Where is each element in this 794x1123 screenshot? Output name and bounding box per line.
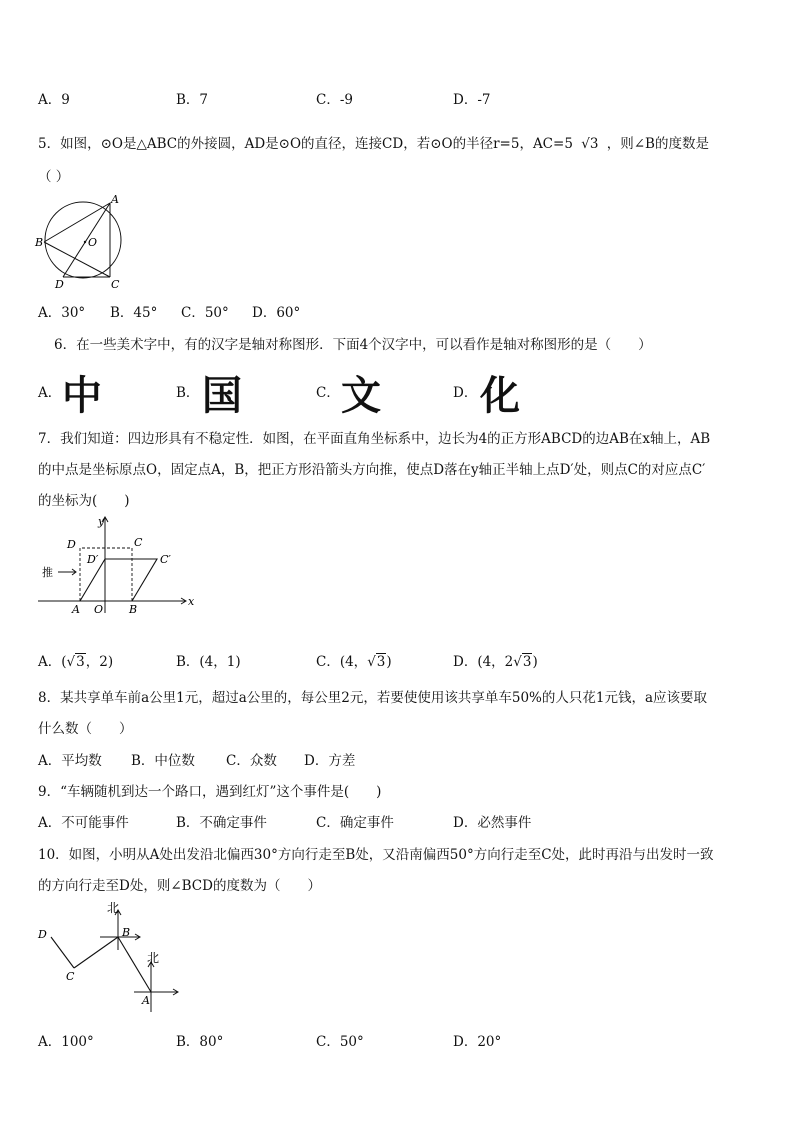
q6-option-c-char: 文	[341, 373, 381, 419]
q10-label-b: B	[122, 926, 131, 939]
q5-stem-text: 5．如图，⊙O是△ABC的外接圆，AD是⊙O的直径，连接CD，若⊙O的半径r=5，AC=5	[38, 136, 573, 152]
q7-label-x: x	[188, 595, 195, 608]
q10-option-b: B．80°	[176, 1034, 224, 1050]
q10-north-label-b: 北	[107, 901, 120, 915]
q7-option-a-prefix: A．(	[38, 654, 67, 670]
q9-option-d: D．必然事件	[453, 815, 532, 831]
q10-option-c: C．50°	[316, 1034, 364, 1050]
q5-sqrt: √3	[581, 136, 599, 152]
q5-label-a: A	[111, 193, 119, 206]
q7-option-c-suffix: )	[386, 654, 392, 670]
q5-stem-end: ，则∠B的度数是	[606, 136, 709, 152]
q5-label-d: D	[55, 278, 64, 290]
q7-option-d-suffix: )	[532, 654, 538, 670]
q10-option-d: D．20°	[453, 1034, 502, 1050]
q9-option-c: C．确定事件	[316, 815, 394, 831]
q6-option-d-label: D．	[453, 385, 478, 401]
q4-option-b: B．7	[176, 92, 209, 108]
q7-label-a: A	[72, 603, 80, 616]
q10-label-a: A	[142, 994, 150, 1007]
q7-option-d-sqrt: √3	[513, 654, 532, 670]
q8-option-b: B．中位数	[131, 753, 195, 769]
q7-option-a	[38, 650, 113, 670]
q10-north-label-a: 北	[147, 951, 160, 965]
q6-option-a-label: A．	[38, 385, 62, 401]
q5-circle-figure	[33, 192, 133, 290]
q5-bracket: （ ）	[38, 169, 70, 185]
q7-option-a-sqrt: √3	[66, 654, 85, 670]
q8-option-a: A．平均数	[38, 753, 102, 769]
q7-stem-line3: 的坐标为( )	[38, 493, 130, 509]
q10-stem-line1: 10．如图，小明从A处出发沿北偏西30°方向行走至B处，又沿南偏西50°方向行走至C处，此时再沿与出发时一致	[38, 847, 714, 863]
q7-label-o: O	[94, 603, 104, 616]
q5-label-b: B	[35, 236, 44, 249]
q7-label-d: D	[67, 538, 76, 551]
q7-option-c-prefix: C．(4，	[316, 654, 368, 670]
q5-option-c: C．50°	[181, 305, 229, 321]
q8-option-d: D．方差	[304, 753, 356, 769]
q9-option-a: A．不可能事件	[38, 815, 129, 831]
q10-direction-figure	[34, 900, 184, 1018]
q6-option-a-char: 中	[62, 373, 102, 419]
q7-option-a-suffix: ，2)	[85, 654, 114, 670]
q5-option-b: B．45°	[110, 305, 158, 321]
q8-stem-line2: 什么数（ ）	[38, 721, 133, 737]
q6-option-b-char: 国	[202, 373, 242, 419]
q4-option-c: C．-9	[316, 92, 353, 108]
q10-stem-line2: 的方向行走至D处，则∠BCD的度数为（ ）	[38, 878, 321, 894]
q8-stem-line1: 8．某共享单车前a公里1元，超过a公里的，每公里2元，若要使使用该共享单车50%的人只花1元钱，a应该要取	[38, 690, 708, 706]
q5-label-c: C	[111, 278, 120, 290]
q9-stem: 9．“车辆随机到达一个路口，遇到红灯”这个事件是( )	[38, 784, 382, 800]
q7-option-c	[316, 650, 392, 670]
q4-option-a: A．9	[38, 92, 70, 108]
q7-option-d	[453, 650, 538, 670]
q7-label-c: C	[134, 536, 143, 549]
q10-option-a: A．100°	[38, 1034, 94, 1050]
q7-label-push: 推	[42, 566, 53, 579]
q10-label-c: C	[66, 970, 75, 983]
q7-label-b: B	[129, 603, 138, 616]
q7-option-c-sqrt: √3	[367, 654, 386, 670]
q7-option-b: B．(4，1)	[176, 654, 241, 670]
q6-stem: 6．在一些美术字中，有的汉字是轴对称图形．下面4个汉字中，可以看作是轴对称图形的是（ ）	[54, 337, 652, 353]
q10-label-d: D	[38, 928, 47, 941]
q5-label-o: O	[88, 236, 98, 249]
q6-option-b-label: B．	[176, 385, 200, 401]
q4-option-d: D．-7	[453, 92, 491, 108]
q7-option-d-prefix: D．(4，2	[453, 654, 514, 670]
q9-option-b: B．不确定事件	[176, 815, 267, 831]
q5-option-d: D．60°	[252, 305, 301, 321]
q5-option-a: A．30°	[38, 305, 86, 321]
q7-label-d-prime: D′	[87, 553, 99, 566]
q7-stem-line2: 的中点是坐标原点O，固定点A，B，把正方形沿箭头方向推，使点D落在y轴正半轴上点D′处，则点C的对应点C′	[38, 462, 706, 478]
q6-option-d-char: 化	[480, 373, 520, 419]
q8-option-c: C．众数	[226, 753, 277, 769]
q7-label-c-prime: C′	[160, 553, 171, 566]
q7-label-y: y	[98, 515, 105, 528]
q7-stem-line1: 7．我们知道：四边形具有不稳定性．如图，在平面直角坐标系中，边长为4的正方形ABCD的边AB在x轴上，AB	[38, 431, 711, 447]
q7-coordinate-figure	[36, 513, 196, 618]
q5-stem	[38, 132, 709, 152]
q6-option-c-label: C．	[316, 385, 340, 401]
